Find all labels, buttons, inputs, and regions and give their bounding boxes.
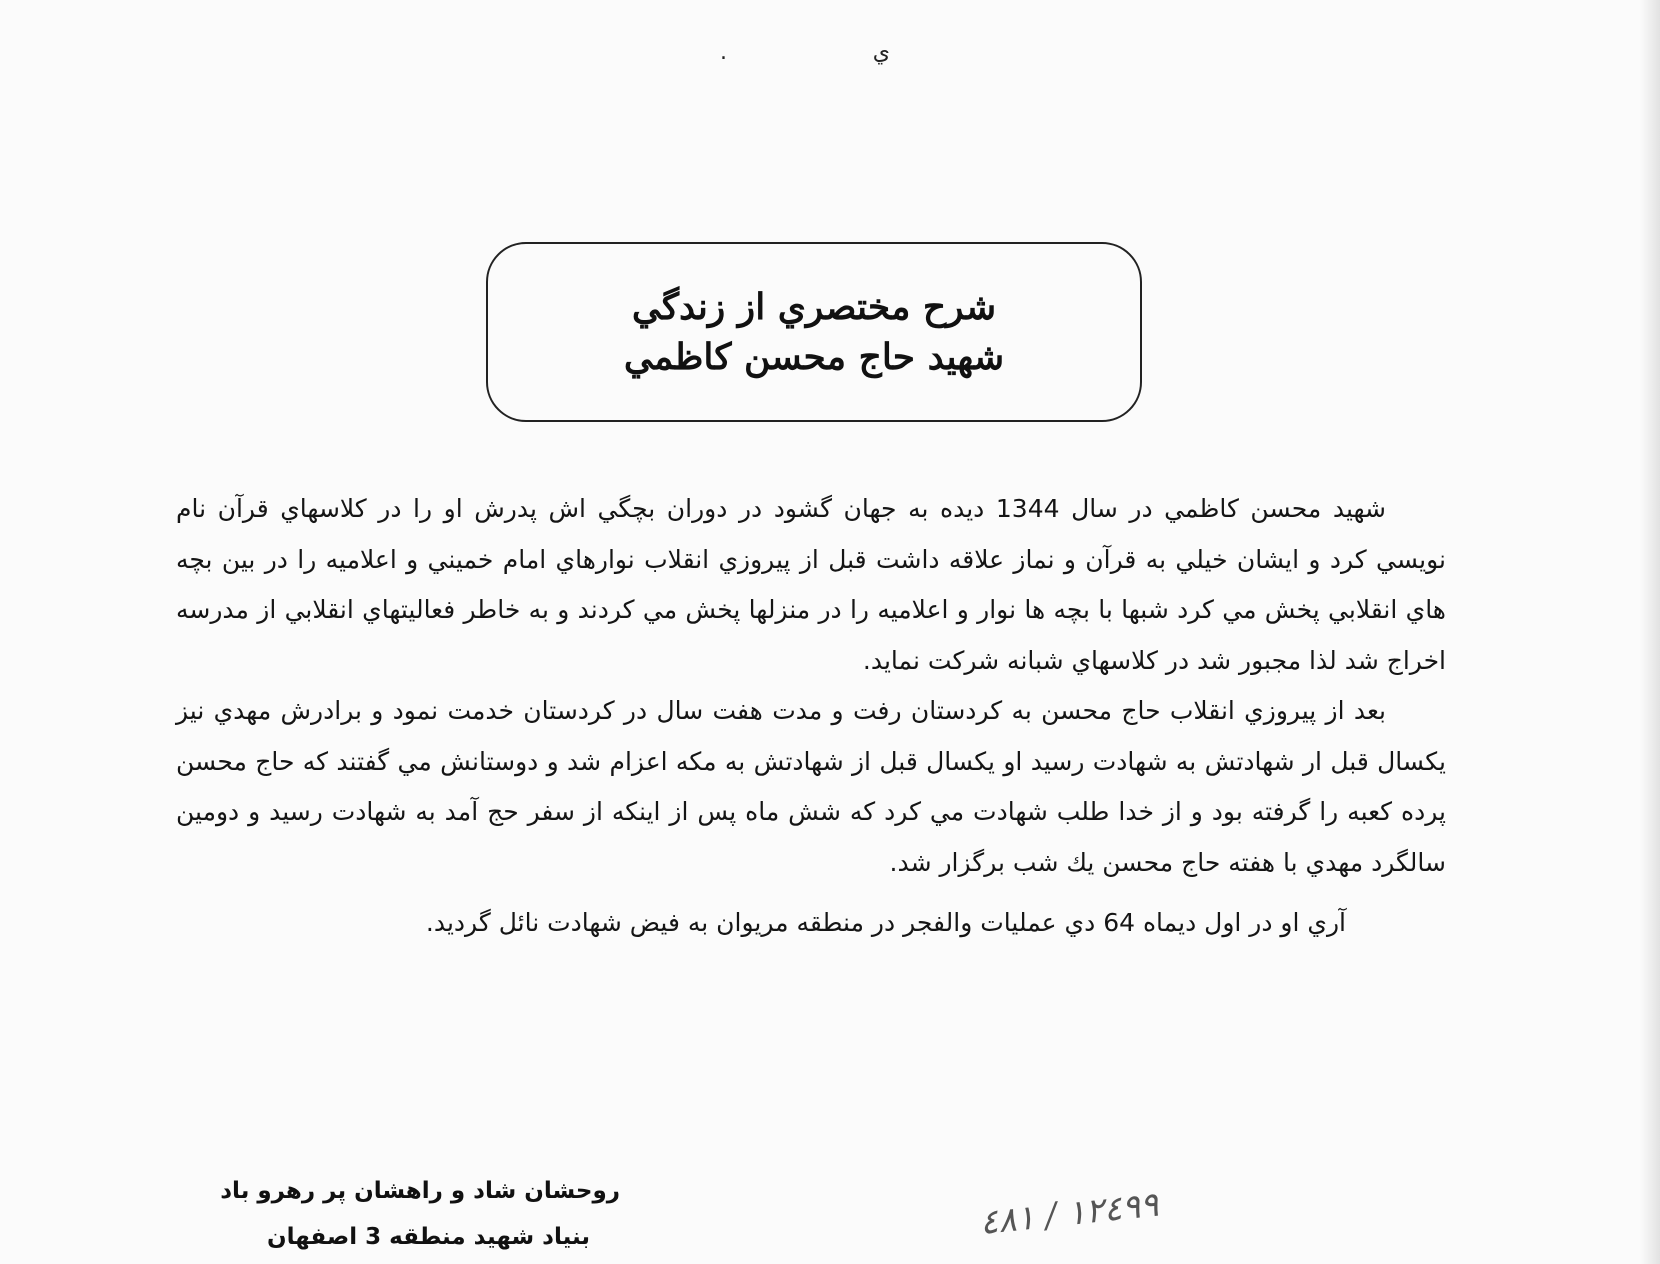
title-line-1: شرح مختصري از زندگي [631,286,997,328]
signature-line-1: روحشان شاد و راهشان پر رهرو باد [220,1178,620,1204]
top-marks [720,40,890,70]
handwritten-number: ١٢٤٩٩ / ٤٨١ [977,1184,1161,1244]
scan-edge-shadow [1640,0,1660,1264]
title-line-2: شهيد حاج محسن كاظمي [623,336,1005,378]
title-box [486,242,1142,422]
top-mark-letter: ي [872,40,890,65]
paragraph-1: شهيد محسن كاظمي در سال 1344 ديده به جهان گشود در دوران بچگي اش پدرش او را در كلاسهاي قرآن نام نويسي كرد و ايشان خيلي به قرآن و نماز علاقه داشت قبل از پيروزي انقلاب نوارهاي امام خميني و اعلاميه را در بين بچه هاي انقلابي پخش مي كرد شبها با بچه ها نوار و اعلاميه را در منزلها پخش مي كردند و به خاطر فعاليتهاي انقلابي از مدرسه اخراج شد لذا مجبور شد در كلاسهاي شبانه شركت نمايد. [176,494,1446,675]
signature-line-2: بنياد شهيد منطقه 3 اصفهان [266,1224,590,1250]
top-mark-dot: . [720,40,727,65]
paragraph-3: آري او در اول ديماه 64 دي عمليات والفجر در منطقه مريوان به فيض شهادت نائل گرديد. [425,908,1346,937]
signature-block [180,1168,620,1260]
body-text [176,484,1446,949]
paragraph-2: بعد از پيروزي انقلاب حاج محسن به كردستان رفت و مدت هفت سال در كردستان خدمت نمود و برادرش مهدي نيز يكسال قبل ار شهادتش به شهادت رسيد او يكسال قبل از شهادتش به مكه اعزام شد و دوستانش مي گفتند كه حاج محسن پرده كعبه را گرفته بود و از خدا طلب شهادت مي كرد كه شش ماه پس از اينكه از سفر حج آمد به شهادت رسيد و دومين سالگرد مهدي با هفته حاج محسن يك شب برگزار شد. [176,696,1446,877]
